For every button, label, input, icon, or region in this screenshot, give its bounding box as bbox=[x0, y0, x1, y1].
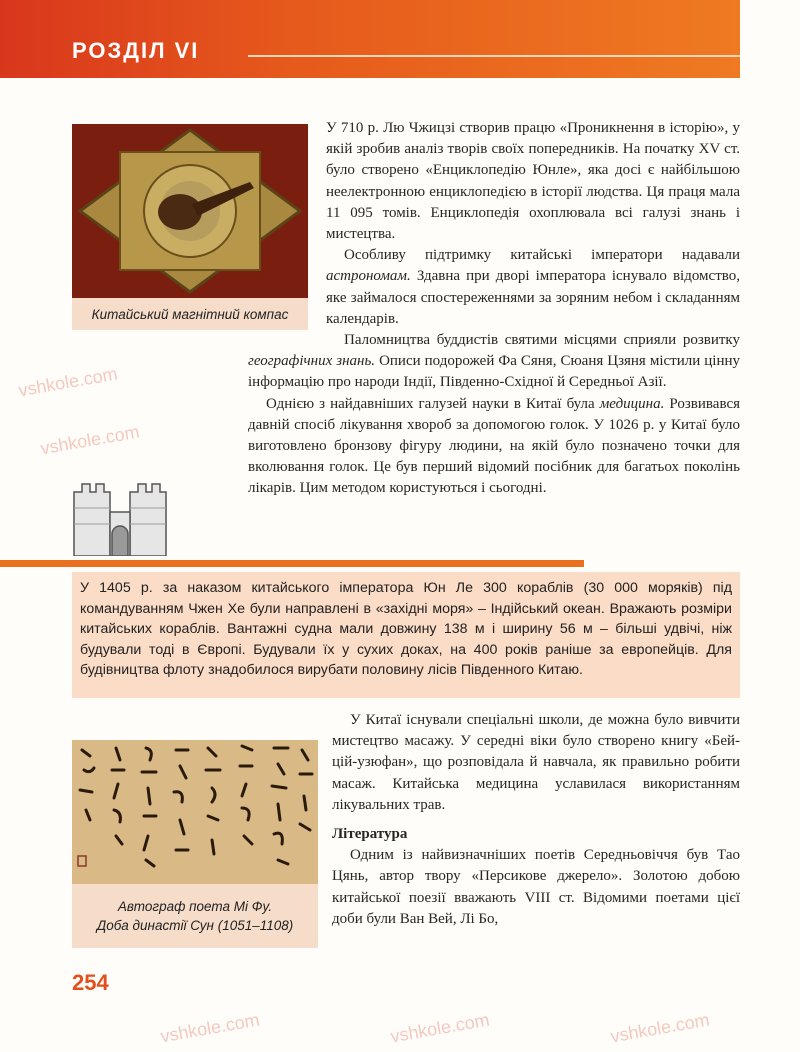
watermark: vshkole.com bbox=[16, 363, 119, 401]
watermark: vshkole.com bbox=[38, 421, 141, 459]
header-divider bbox=[248, 55, 740, 57]
calligraphy-caption-line2: Доба династії Сун (1051–1108) bbox=[96, 918, 294, 933]
section-header bbox=[0, 0, 740, 78]
compass-figure bbox=[72, 124, 308, 330]
text-span: Особливу підтримку китайські імператори надавали bbox=[344, 247, 740, 264]
calligraphy-figure bbox=[72, 740, 318, 996]
compass-caption-text: Китайський магнітний компас bbox=[91, 306, 289, 322]
info-box-rule-wrap bbox=[72, 560, 740, 570]
calligraphy-image bbox=[72, 740, 318, 884]
text-span: Здавна при дворі імператора існувало відомство, яке займалося спостереженнями за зоряним небом і складанням календарів. bbox=[326, 268, 740, 327]
emphasis-medicine: медицина. bbox=[599, 395, 665, 412]
paragraph-encyclopedia: У 710 р. Лю Чжицзі створив працю «Проникнення в історію», у якій зробив аналіз творів своїх попередників. На початку XV ст. було створено «Енциклопедію Юнле», яка досі є найбільшою неелектронною енциклопедією в історії людства. Ця праця мала 11 095 томів. Енциклопедія охоплювала всі галузі знань і мистецтва. bbox=[326, 120, 740, 243]
page-number: 254 bbox=[72, 970, 109, 995]
emphasis-geography: географічних знань. bbox=[248, 353, 376, 370]
text-span: Розвивався давній спосіб лікування хвороб за допомогою голок. У 1026 р. у Китаї було виготовлено бронзову фігуру людини, на якій було позначено точки для вколювання голок. Це був перший відомий посібник для багатьох поколінь лікарів. Цим методом користуються і сьогодні. bbox=[248, 395, 740, 497]
text-span: Описи подорожей Фа Сяня, Сюаня Цзяня містили цінну інформацію про народи Індії, Південно-Східної й Середньої Азії. bbox=[248, 353, 740, 391]
castle-column bbox=[72, 334, 230, 556]
watermark: vshkole.com bbox=[158, 1009, 261, 1047]
page-content bbox=[72, 118, 740, 1000]
info-box-text: У 1405 р. за наказом китайського імператора Юн Ле 300 кораблів (30 000 моряків) під командуванням Чжен Хе були направлені в «західні моря» – Індійський океан. Вражають розміри китайських кораблів. Вантажні судна мали довжину 138 м і ширину 56 м – більші удвічі, ніж будували тоді в Європі. Будували їх у сухих доках, на 400 років раніше за европейців. Для будівництва флоту знадобилося вирубати половину лісів Південного Китаю. bbox=[80, 580, 732, 679]
text-span: Однією з найдавніших галузей науки в Китаї була bbox=[266, 395, 600, 412]
watermark: vshkole.com bbox=[608, 1009, 711, 1047]
text-span: Паломництва буддистів святими місцями сприяли розвитку bbox=[344, 332, 740, 349]
section-literature bbox=[72, 710, 740, 1000]
paragraph-massage: У Китаї існували спеціальні школи, де можна було вивчити мистецтво масажу. У середні віки було створено книгу «Бей-цій-узюфан», що розповідала й навчала, як правильно робити масаж. Китайська медицина уславилася використанням лікувальних трав. bbox=[332, 712, 740, 813]
literature-heading: Література bbox=[332, 826, 408, 843]
compass-image bbox=[72, 124, 308, 298]
info-box bbox=[72, 572, 740, 698]
section-title: РОЗДІЛ VI bbox=[72, 38, 200, 63]
calligraphy-caption-line1: Автограф поета Мі Фу. bbox=[117, 899, 273, 914]
compass-caption bbox=[72, 298, 308, 330]
paragraph-literature: Одним із найвизначніших поетів Середньовіччя був Тао Цянь, автор твору «Персикове джерело». Золотою добою китайської поезії вважають VIII ст. Відомими поетами цієї доби були Ван Вей, Лі Бо, bbox=[332, 847, 740, 927]
emphasis-astronomy: астрономам. bbox=[326, 268, 411, 285]
info-box-rule bbox=[0, 560, 584, 567]
castle-icon bbox=[70, 474, 170, 556]
watermark: vshkole.com bbox=[388, 1009, 491, 1047]
calligraphy-caption bbox=[72, 884, 318, 948]
